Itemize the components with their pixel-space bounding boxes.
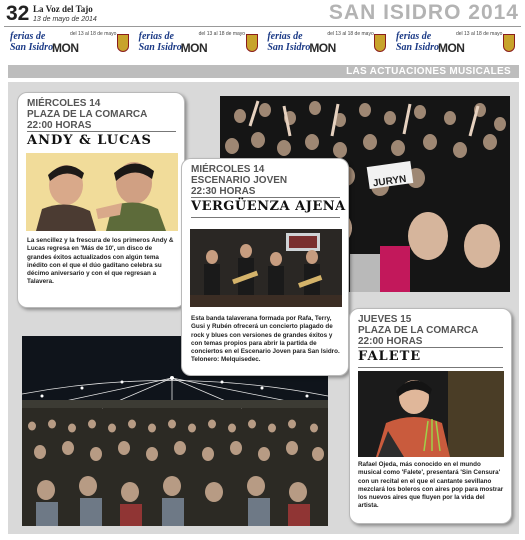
artist-name: ANDY & LUCAS xyxy=(27,133,152,148)
coat-of-arms-icon xyxy=(374,34,386,52)
event-description: Esta banda talaverana formada por Rafa, Terry, Gusi y Rubén ofrecerá un concierto plagado de rock y blues con versiones de grandes éxitos y con temas propios para abrir la partida de conciertos en el Escenario Joven para San Isidro. Telonero: Melquisedec. xyxy=(191,315,340,364)
logo-small-text: del 13 al 18 de mayo xyxy=(198,31,246,37)
singer-illustration xyxy=(358,371,504,457)
event-card-verguenza-ajena xyxy=(181,158,349,376)
logo-mark: MON xyxy=(309,41,336,55)
event-card-falete xyxy=(349,308,512,524)
event-place: ESCENARIO JOVEN xyxy=(191,175,288,186)
coat-of-arms-icon xyxy=(503,34,515,52)
issue-date: 13 de mayo de 2014 xyxy=(33,16,97,23)
card-rule xyxy=(191,197,340,198)
artist-name: FALETE xyxy=(358,349,422,364)
card-rule xyxy=(191,217,340,218)
logo-line2: San Isidro xyxy=(10,42,54,53)
section-band-title: LAS ACTUACIONES MUSICALES xyxy=(346,66,511,77)
page-number: 32 xyxy=(6,2,30,25)
logo-line1: ferias de xyxy=(267,31,303,42)
publication-name: La Voz del Tajo xyxy=(33,4,93,14)
event-description: La sencillez y la frescura de los primeros Andy & Lucas regresa en 'Más de 10', un disco de grandes éxitos actualizados con algún tema inédito con el que el dúo gaditano celebra su décimo aniversario y con el que regresan a Talavera. xyxy=(27,237,174,286)
event-day: MIÉRCOLES 14 xyxy=(27,98,101,109)
event-description: Rafael Ojeda, más conocido en el mundo musical como 'Falete', presentará 'Sin Censura' con un recital en el que el cantante sevillano mezclará los boleros con aires pop para mostrar los nuevos aires que fluyen por la vida del artista. xyxy=(358,461,504,510)
event-day: MIÉRCOLES 14 xyxy=(191,164,265,175)
logo-line1: ferias de xyxy=(395,31,432,42)
logo-mark: MON xyxy=(180,41,208,55)
artist-name: VERGÜENZA AJENA xyxy=(191,199,346,214)
card-rule xyxy=(358,367,503,368)
section-title: SAN ISIDRO 2014 xyxy=(328,1,519,24)
duo-illustration xyxy=(26,153,178,231)
logo-small-text: del 13 al 18 de mayo xyxy=(70,31,117,37)
logo-small-text: del 13 al 18 de mayo xyxy=(455,31,503,37)
band-illustration xyxy=(190,229,342,307)
logo-line1: ferias de xyxy=(10,31,46,42)
ferias-logo xyxy=(8,30,132,57)
logo-mark: MON xyxy=(437,41,465,55)
logo-line2: San Isidro xyxy=(138,42,182,53)
header-rule xyxy=(4,26,521,27)
logo-mark: MON xyxy=(52,41,79,55)
event-time: 22:30 HORAS xyxy=(191,186,256,197)
andy-lucas-photo xyxy=(26,153,178,231)
coat-of-arms-icon xyxy=(246,34,258,52)
band-photo xyxy=(190,229,342,307)
logo-line2: San Isidro xyxy=(395,42,440,53)
ferias-logo xyxy=(137,30,261,57)
event-place: PLAZA DE LA COMARCA xyxy=(27,109,148,120)
logo-line2: San Isidro xyxy=(267,42,311,53)
crowd-sign-text: JURYN xyxy=(372,173,408,190)
event-time: 22:00 HORAS xyxy=(358,336,423,347)
event-day: JUEVES 15 xyxy=(358,314,412,325)
event-place: PLAZA DE LA COMARCA xyxy=(358,325,479,336)
logo-strip xyxy=(8,30,518,58)
card-rule xyxy=(27,131,176,132)
coat-of-arms-icon xyxy=(117,34,129,52)
logo-line1: ferias de xyxy=(138,31,174,42)
logo-small-text: del 13 al 18 de mayo xyxy=(327,31,374,37)
ferias-logo xyxy=(265,30,389,57)
section-band xyxy=(8,65,519,78)
falete-photo xyxy=(358,371,504,457)
ferias-logo xyxy=(394,30,518,57)
event-card-andy-lucas xyxy=(17,92,185,308)
card-rule xyxy=(358,347,503,348)
event-time: 22:00 HORAS xyxy=(27,120,92,131)
